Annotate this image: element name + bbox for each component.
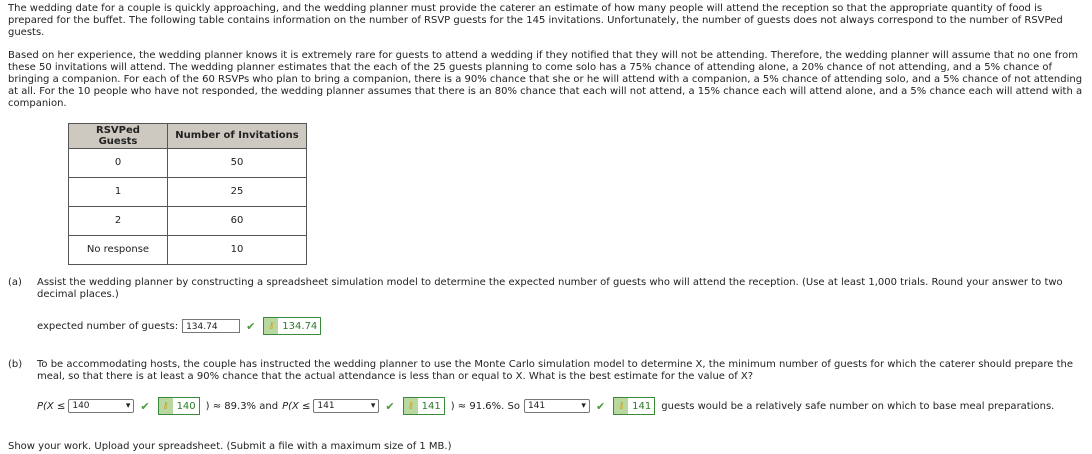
answer-key: [158, 397, 200, 415]
answer-key: [263, 317, 321, 335]
check-icon: ✔: [140, 399, 150, 413]
x-select-2[interactable]: [313, 399, 379, 413]
prob-text-2: ) ≈ 91.6%. So: [450, 400, 520, 412]
key-icon: ⚷: [159, 398, 173, 414]
conclusion-text: guests would be a relatively safe number on which to base meal preparations.: [661, 400, 1055, 412]
cell: 50: [168, 148, 307, 177]
cell: 2: [69, 206, 168, 235]
key-icon: ⚷: [264, 318, 278, 334]
check-icon: ✔: [595, 399, 606, 413]
chevron-down-icon: ▾: [125, 401, 131, 412]
rsvp-table: [68, 123, 307, 265]
table-row: [69, 206, 307, 235]
cell: 25: [168, 177, 307, 206]
key-icon: ⚷: [614, 398, 628, 414]
x-select-1[interactable]: [68, 399, 134, 413]
chevron-down-icon: ▾: [370, 401, 376, 412]
select-value: 140: [72, 401, 90, 412]
expected-guests-label: expected number of guests:: [37, 320, 179, 332]
col-header: RSVPed Guests: [69, 123, 168, 148]
check-icon: ✔: [385, 399, 395, 413]
check-icon: ✔: [246, 319, 256, 333]
chevron-down-icon: ▾: [581, 401, 586, 412]
assumptions-text: Based on her experience, the wedding planner knows it is extremely rare for guests to attend a wedding if they notified that they will not be attending. Therefore, the wedding planner will assume that no one from these 50 invitations will attend. The wedding planner estimates that the each of the 25 guests planning to come solo has a 75% chance of attending alone, a 20% chance of not attending, and a 5% chance of bringing a companion. For each of the 60 RSVPs who plan to bring a companion, there is a 90% chance that she or he will attend with a companion, a 5% chance of attending solo, and a 5% chance of not attending at all. For the 10 people who have not responded, the wedding planner assumes that there is an 80% chance that each will not attend, a 15% chance each will attend alone, and a 5% chance each will attend with a companion.: [8, 49, 1083, 110]
expected-guests-input[interactable]: 134.74: [182, 319, 240, 333]
part-a-question: Assist the wedding planner by constructing a spreadsheet simulation model to determine the expected number of guests who will attend the reception. (Use at least 1,000 trials. Round your answer to two decimal places.): [37, 276, 1063, 300]
select-value: 141: [317, 401, 335, 412]
table-row: [69, 235, 307, 264]
cell: 0: [69, 148, 168, 177]
answer-value: 141: [632, 400, 652, 412]
key-icon: ⚷: [404, 398, 418, 414]
answer-value: 141: [421, 400, 441, 412]
part-a-label: (a): [8, 276, 22, 288]
cell: No response: [69, 235, 168, 264]
upload-instructions: Show your work. Upload your spreadsheet. (Submit a file with a maximum size of 1 MB.): [8, 441, 452, 453]
answer-key: [403, 397, 445, 415]
col-header: Number of Invitations: [168, 123, 307, 148]
x-select-3[interactable]: [524, 399, 590, 413]
cell: 60: [168, 206, 307, 235]
prob-text-1: ) ≈ 89.3% and: [205, 400, 279, 412]
intro-text: The wedding date for a couple is quickly approaching, and the wedding planner must provide the caterer an estimate of how many people will attend the reception so that the appropriate quantity of food is prepared for the buffet. The following table contains information on the number of RSVP guests for the 145 invitations. Unfortunately, the number of guests does not always correspond to the number of RSVPed guests.: [8, 3, 1063, 39]
select-value: 141: [527, 401, 546, 412]
answer-value: 134.74: [282, 320, 318, 332]
answer-key: [613, 397, 655, 415]
answer-value: 140: [176, 400, 196, 412]
prob-label-1: P(X ≤: [37, 400, 66, 412]
part-b-question: To be accommodating hosts, the couple has instructed the wedding planner to use the Monte Carlo simulation model to determine X, the minimum number of guests for which the caterer should prepare the meal, so that there is at least a 90% chance that the actual attendance is less than or equal to X. What is the best estimate for the value of X?: [37, 359, 1074, 383]
cell: 10: [168, 235, 307, 264]
table-row: [69, 177, 307, 206]
part-b-label: (b): [8, 359, 23, 371]
prob-label-2: P(X ≤: [282, 400, 311, 412]
cell: 1: [69, 177, 168, 206]
table-row: [69, 148, 307, 177]
